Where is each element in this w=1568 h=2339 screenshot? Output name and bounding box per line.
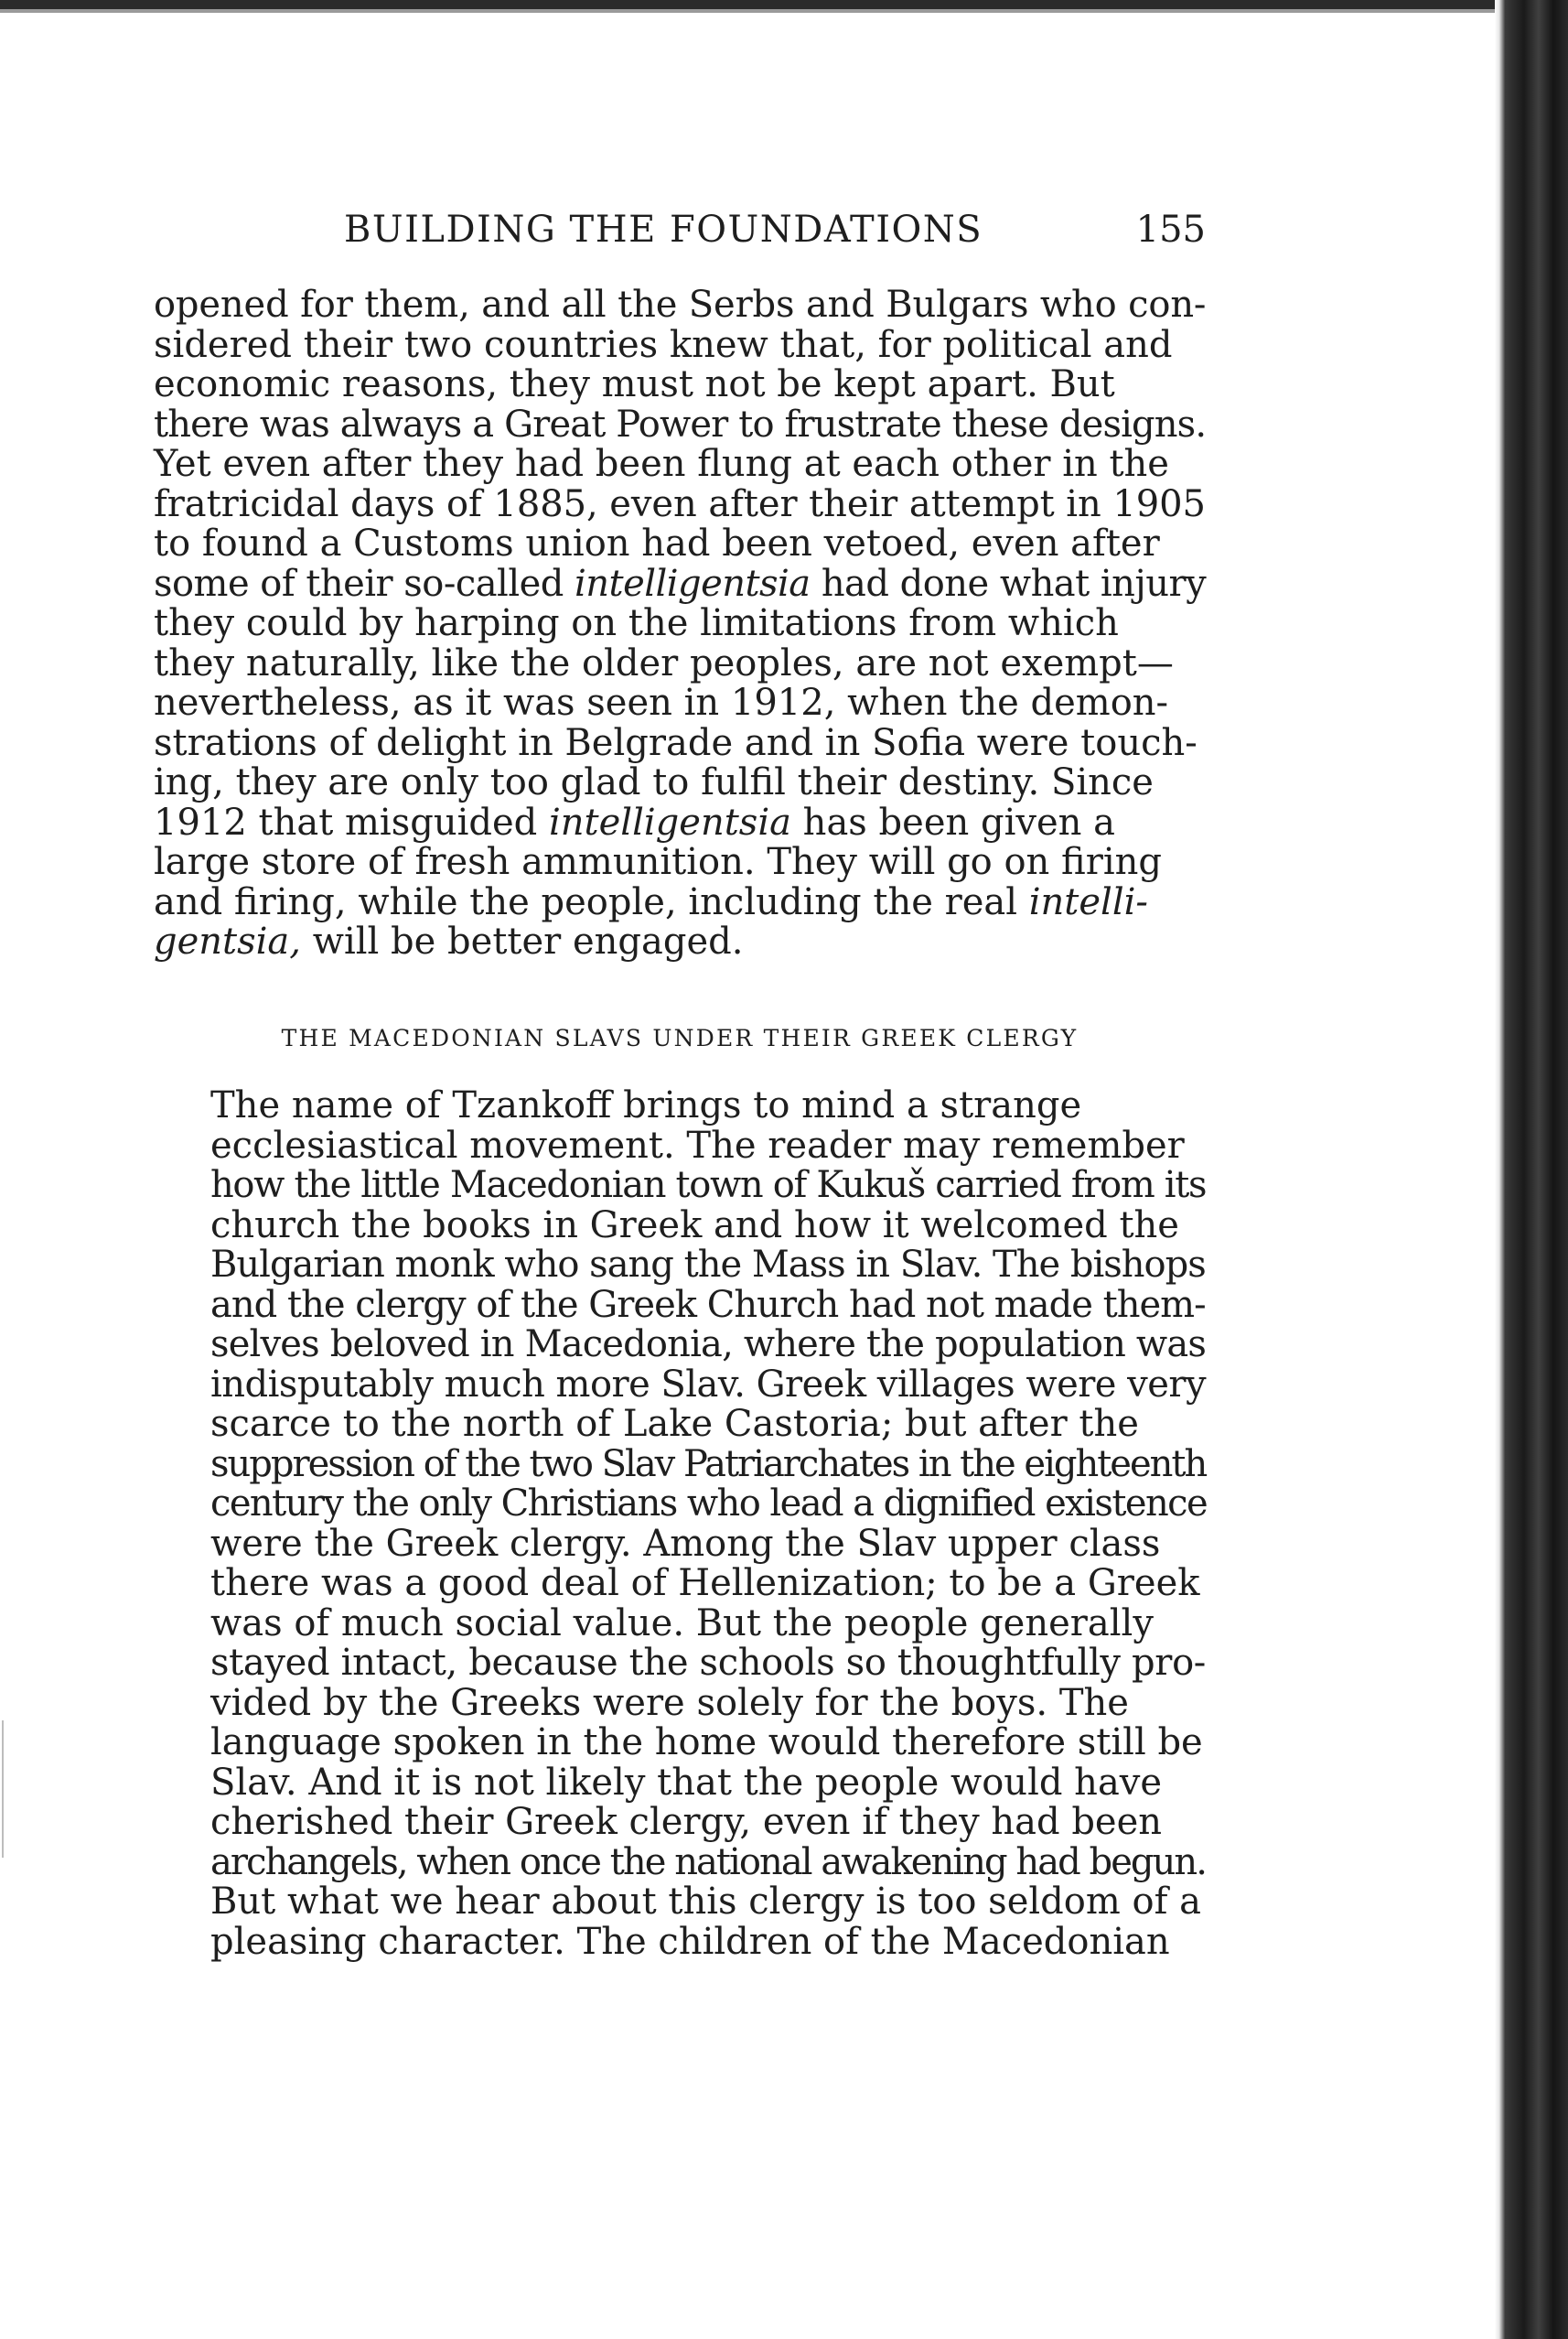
italic-term: gentsia,: [154, 921, 301, 963]
text-run: had done what injury: [810, 562, 1207, 605]
text-line: [154, 803, 1206, 844]
text-run: The name of Tzankoff brings to mind a strange: [210, 1084, 1082, 1126]
text-line: [154, 1763, 1206, 1804]
text-run: ing, they are only too glad to fulfil their destiny. Since: [154, 761, 1154, 803]
text-run: there was a good deal of Hellenization; to be a Greek: [210, 1562, 1200, 1604]
scan-top-edge: [0, 0, 1500, 9]
text-run: stayed intact, because the schools so thoughtfully pro-: [210, 1642, 1206, 1684]
italic-term: intelligentsia: [575, 562, 811, 605]
text-line: [154, 1803, 1206, 1843]
text-run: economic reasons, they must not be kept apart. But: [154, 363, 1115, 405]
scan-binding-edge: [1495, 0, 1568, 2339]
text-line: [154, 1522, 1206, 1565]
text-line: [154, 1245, 1206, 1286]
text-line: [154, 1681, 1206, 1724]
text-line: [154, 1840, 1206, 1883]
text-line: [154, 365, 1206, 405]
text-line: [154, 922, 1206, 963]
text-run: some of their so-called: [154, 562, 575, 605]
text-run: and the clergy of the Greek Church had not made them-: [210, 1283, 1206, 1326]
text-line: [154, 880, 1206, 923]
text-run: cherished their Greek clergy, even if they had been: [210, 1801, 1163, 1843]
italic-term: intelli-: [1028, 880, 1148, 923]
page-number: 155: [1135, 209, 1206, 251]
text-run: indisputably much more Slav. Greek villages were very: [210, 1363, 1207, 1406]
text-run: fratricidal days of 1885, even after their attempt in 1905: [154, 482, 1206, 525]
scan-top-shadow: [0, 9, 1500, 13]
text-run: will be better engaged.: [301, 921, 744, 963]
text-line: [154, 1086, 1206, 1126]
text-run: strations of delight in Belgrade and in Sofia were touch-: [154, 721, 1197, 764]
text-line: [154, 286, 1206, 326]
text-line: [154, 1166, 1206, 1206]
text-run: language spoken in the home would therefore still be: [210, 1721, 1203, 1763]
text-run: Yet even after they had been flung at each other in the: [154, 443, 1169, 485]
text-run: how the little Macedonian town of Kukuš carried from its: [210, 1164, 1207, 1206]
text-run: scarce to the north of Lake Castoria; but after the: [210, 1403, 1139, 1445]
text-line: [154, 405, 1206, 446]
text-line: [154, 1325, 1206, 1365]
text-line: [154, 562, 1207, 605]
text-run: century the only Christians who lead a dignified existence: [210, 1482, 1208, 1525]
text-line: [154, 1601, 1206, 1644]
text-line: [154, 445, 1206, 485]
text-run: selves beloved in Macedonia, where the population was: [210, 1323, 1207, 1365]
section-heading: THE MACEDONIAN SLAVS UNDER THEIR GREEK CLERGY: [281, 1025, 1079, 1051]
text-run: were the Greek clergy. Among the Slav upper class: [210, 1522, 1161, 1565]
text-line: [154, 1564, 1206, 1604]
text-run: there was always a Great Power to frustrate these designs.: [154, 403, 1207, 446]
text-line: [154, 1405, 1206, 1445]
text-run: vided by the Greeks were solely for the boys. The: [210, 1681, 1129, 1724]
text-run: was of much social value. But the people generally: [210, 1601, 1154, 1644]
text-line: [154, 1126, 1206, 1167]
text-run: has been given a: [790, 801, 1115, 844]
text-run: they could by harping on the limitations from which: [154, 602, 1119, 644]
text-run: sidered their two countries knew that, for political and: [154, 323, 1173, 366]
text-line: [154, 482, 1206, 525]
italic-term: intelligentsia: [549, 801, 791, 844]
text-run: to found a Customs union had been vetoed, even after: [154, 523, 1160, 565]
text-run: large store of fresh ammunition. They will go on firing: [154, 841, 1162, 883]
page-header: [154, 209, 1206, 264]
text-line: [154, 1283, 1206, 1326]
text-run: But what we hear about this clergy is too seldom of a: [210, 1881, 1201, 1923]
text-run: church the books in Greek and how it welcomed the: [210, 1203, 1179, 1246]
text-line: [154, 763, 1206, 803]
text-run: 1912 that misguided: [154, 801, 549, 844]
text-line: [154, 641, 1206, 684]
paragraph-2: [154, 1086, 1206, 1962]
running-title: BUILDING THE FOUNDATIONS: [344, 209, 983, 251]
text-run: and firing, while the people, including the real: [154, 880, 1029, 923]
text-line: [154, 684, 1206, 724]
text-run: archangels, when once the national awakening had begun.: [210, 1840, 1206, 1883]
text-run: ecclesiastical movement. The reader may remember: [210, 1124, 1185, 1167]
text-line: [154, 1365, 1206, 1406]
text-line: [154, 721, 1206, 764]
text-run: pleasing character. The children of the Macedonian: [210, 1920, 1170, 1963]
text-line: [154, 843, 1206, 883]
text-line: [154, 1723, 1206, 1763]
paragraph-1: [154, 286, 1206, 963]
text-line: [154, 1203, 1206, 1246]
text-run: nevertheless, as it was seen in 1912, when the demon-: [154, 682, 1169, 724]
text-line: [154, 323, 1206, 366]
text-line: [154, 1644, 1206, 1684]
text-line: [154, 1484, 1206, 1525]
text-run: suppression of the two Slav Patriarchates in the eighteenth: [210, 1442, 1207, 1485]
text-run: they naturally, like the older peoples, are not exempt—: [154, 641, 1174, 684]
text-line: [154, 524, 1206, 565]
scan-left-mark: [2, 1720, 4, 1858]
text-line: [154, 604, 1206, 644]
text-line: [154, 1920, 1206, 1963]
text-run: Slav. And it is not likely that the people would have: [210, 1761, 1163, 1804]
text-line: [154, 1442, 1207, 1485]
text-run: Bulgarian monk who sang the Mass in Slav. The bishops: [210, 1244, 1206, 1286]
text-line: [154, 1882, 1206, 1923]
text-run: opened for them, and all the Serbs and Bulgars who con-: [154, 284, 1207, 326]
